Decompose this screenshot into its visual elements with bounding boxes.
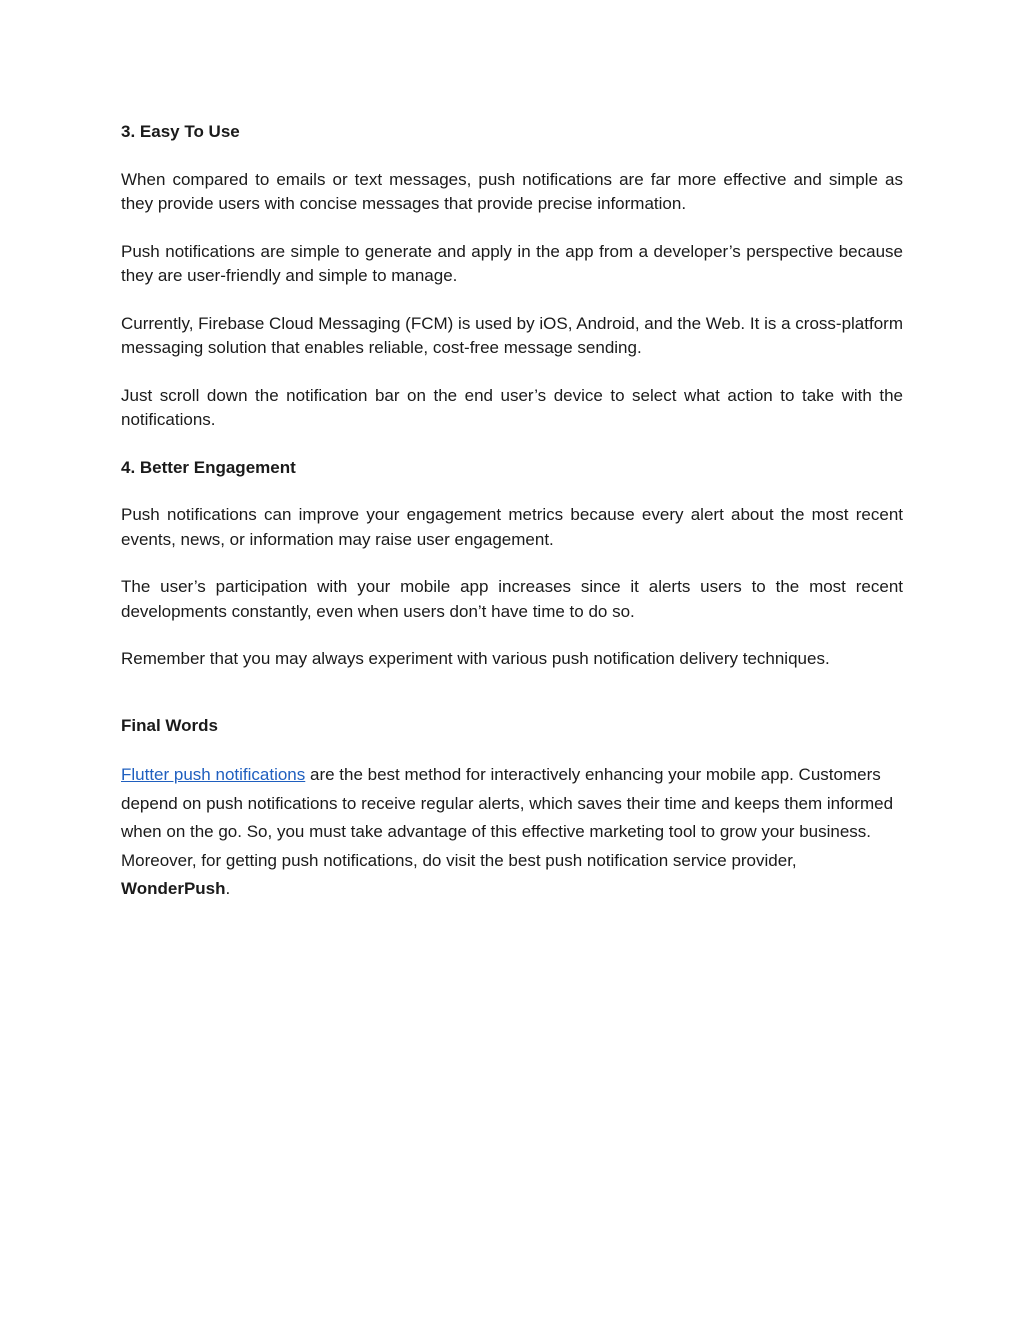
paragraph: Push notifications are simple to generate and apply in the app from a developer’s perspective because they are user-friendly and simple to manage.	[121, 241, 903, 285]
section-heading-final-words: Final Words	[121, 715, 218, 735]
wonderpush-brand: WonderPush	[121, 879, 226, 898]
paragraph: When compared to emails or text messages, push notifications are far more effective and simple as they provide users with concise messages that provide precise information.	[121, 169, 903, 213]
flutter-push-notifications-link[interactable]: Flutter push notifications	[121, 765, 306, 784]
final-words-paragraph	[121, 761, 903, 904]
paragraph: Just scroll down the notification bar on the end user’s device to select what action to take with the notifications.	[121, 385, 903, 429]
section-heading-easy-to-use: 3. Easy To Use	[121, 122, 240, 141]
final-words-end: .	[225, 879, 231, 898]
section-heading-better-engagement: 4. Better Engagement	[121, 457, 296, 477]
paragraph: Currently, Firebase Cloud Messaging (FCM) is used by iOS, Android, and the Web. It is a cross-platform messaging solution that enables reliable, cost-free message sending.	[121, 313, 903, 357]
paragraph: Push notifications can improve your engagement metrics because every alert about the most recent events, news, or information may raise user engagement.	[121, 505, 903, 549]
paragraph: The user’s participation with your mobile app increases since it alerts users to the most recent developments constantly, even when users don’t have time to do so.	[121, 577, 903, 621]
document-page	[121, 120, 903, 904]
final-words-body: are the best method for interactively enhancing your mobile app. Customers depend on push notifications to receive regular alerts, which saves their time and keeps them informed when on the go. So, you must take advantage of this effective marketing tool to grow your business. Moreover, for getting push notifications, do visit the best push notification service provider,	[121, 765, 894, 870]
paragraph: Remember that you may always experiment with various push notification delivery techniques.	[121, 649, 830, 668]
